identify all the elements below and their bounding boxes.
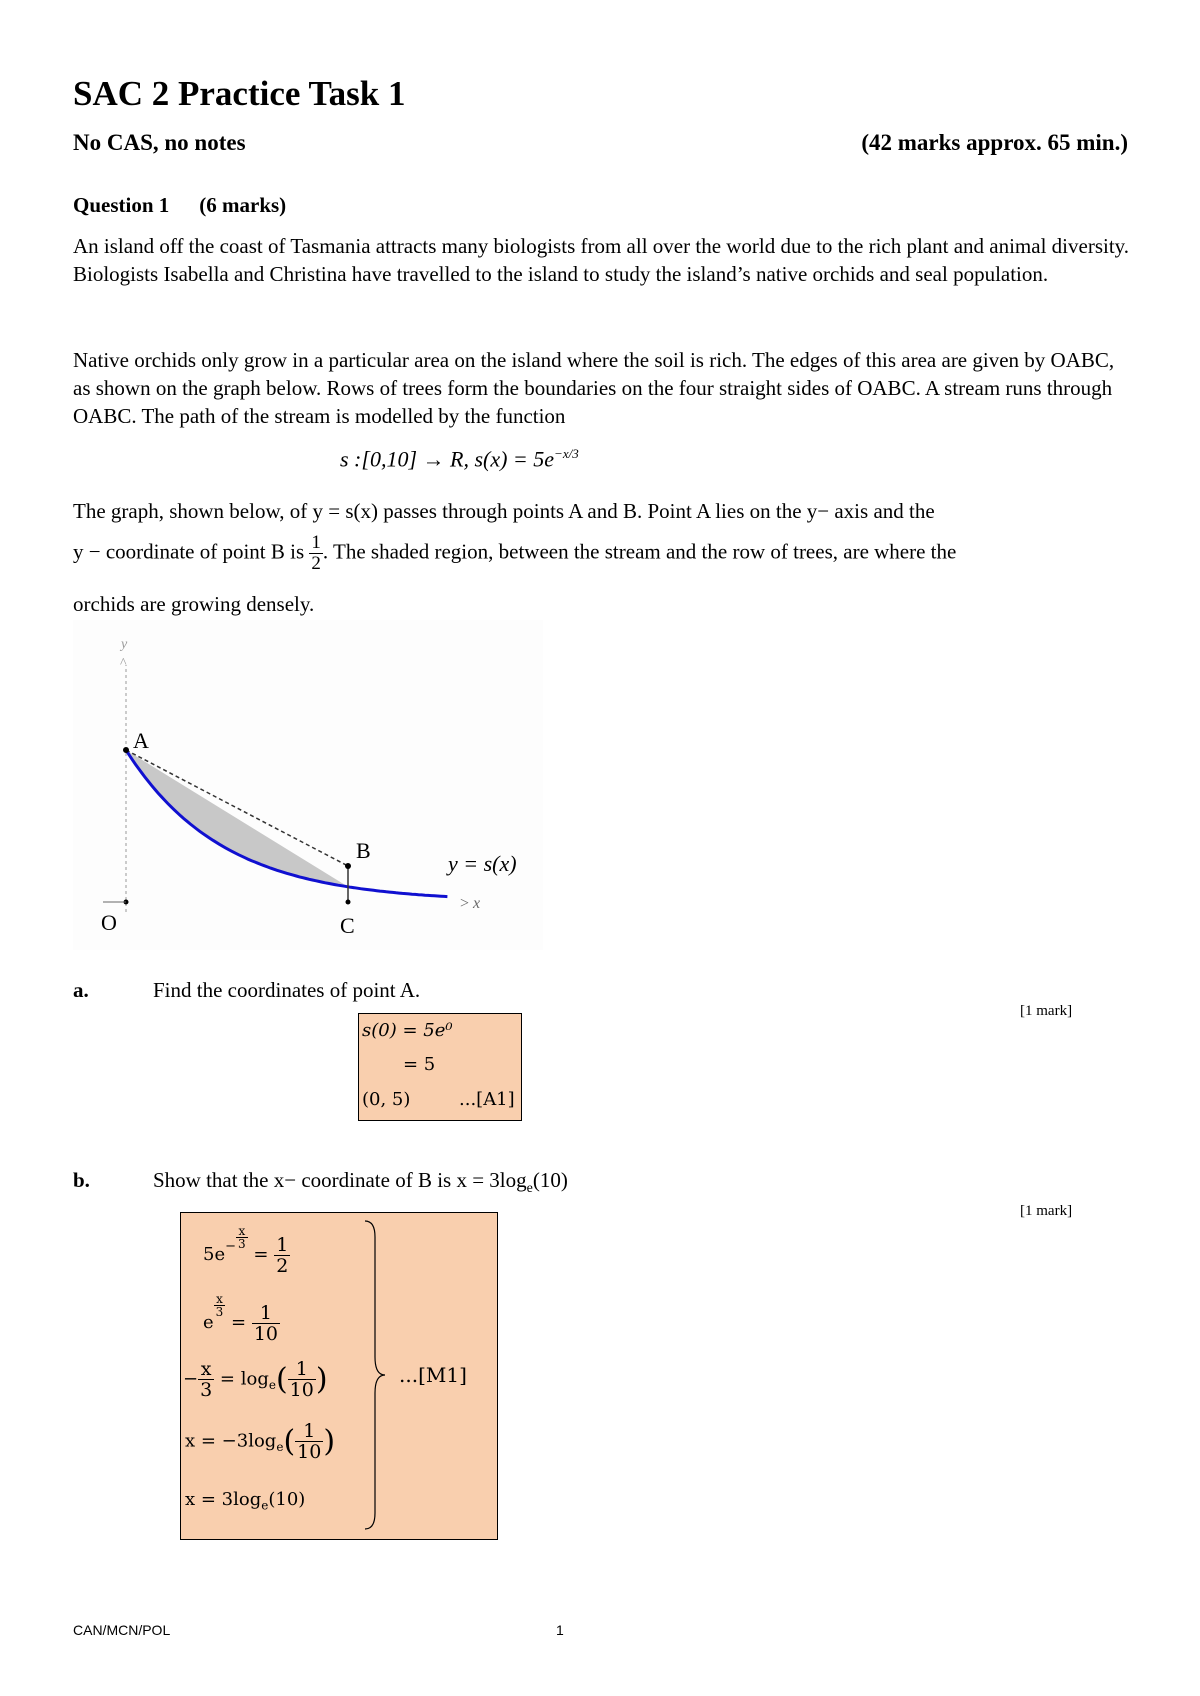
label-C: C [340,913,355,938]
curve-label: y = s(x) [448,851,517,876]
l5-end: (10) [268,1489,306,1510]
function-exponent: −x/3 [554,446,579,461]
graph-text-2b: . The shaded region, between the stream and the row of trees, are where the [322,539,957,564]
l5-text: x = 3log [185,1489,262,1510]
function-text: s :[0,10] → R, s(x) = 5e [340,446,555,472]
l2-frac [252,1303,280,1344]
part-b-text [153,1168,568,1197]
l1-exp [236,1225,248,1250]
answer-a-line-3: (0, 5) [362,1089,411,1110]
answer-b-mark-tag: ...[M1] [399,1363,467,1387]
l2-num: 1 [252,1303,280,1324]
l4-frac [295,1421,323,1462]
answer-b-line-2: e $\frac{x}{3}$ = $\frac{1}{10}$ [203,1292,279,1345]
l3-den: 10 [289,1379,314,1401]
half-fraction [309,533,323,574]
l4-sub: e [276,1440,284,1455]
graph-text-2a: y − coordinate of point B is [73,539,305,564]
l1-exp-den: 3 [238,1237,246,1251]
l2-exp-den: 3 [215,1305,224,1319]
answer-b-line-3: − $\frac{x}{3}$ = $\log_e$( $\frac{1}{10}$ ) [183,1358,328,1401]
page-number: 1 [556,1622,564,1638]
intro-paragraph: An island off the coast of Tasmania attracts many biologists from all over the world due to the rich plant and animal diversity. Biologists Isabella and Christina have travelled to the island to study the island’s native orchids and seal population. [73,234,1130,286]
l2-den: 10 [253,1322,279,1345]
l4-den: 10 [297,1441,322,1463]
l2-exp-num: x [214,1293,226,1306]
question-heading [73,193,286,218]
graph-text-line-2 [73,533,1143,574]
part-a-marks: [1 mark] [1020,1003,1073,1019]
label-A: A [133,728,149,753]
y-axis-arrow: ^ [120,656,127,671]
part-b-label: b. [73,1168,90,1192]
l3-xfrac [198,1359,214,1400]
l1-exp-num: x [236,1225,248,1238]
y-axis-label: y [121,637,128,652]
l3-num: 1 [288,1359,316,1380]
answer-a-tag: ...[A1] [459,1089,515,1110]
part-a-answer-box [358,1013,522,1121]
l4-text: x = −3log [185,1430,277,1452]
answer-a-line-1: s(0) = 5e⁰ [362,1020,453,1041]
l1-frac [274,1235,290,1276]
l2-base: e [203,1312,214,1333]
subtitle: No CAS, no notes [73,130,246,155]
question-label: Question 1 [73,193,170,217]
part-b-text-sub: e [526,1181,533,1197]
point-B-marker [345,863,351,869]
frac-num: 1 [311,532,321,553]
point-A-marker [123,747,129,753]
graph-text-line-3: orchids are growing densely. [73,592,315,616]
l3-sub: e [268,1378,276,1393]
function-definition [340,446,579,472]
x-axis-arrow: > [460,895,470,912]
l3-minus: − [183,1368,199,1390]
l2-exp [214,1293,226,1318]
label-O: O [101,910,117,935]
l3-log: = log [219,1368,269,1390]
graph-text-line-1: The graph, shown below, of y = s(x) passes through points A and B. Point A lies on the y− axis and the [73,499,935,523]
x-axis-label: x [473,895,481,912]
point-C-marker [346,900,351,905]
l1-num: 1 [276,1233,289,1256]
page-title: SAC 2 Practice Task 1 [73,74,406,113]
part-a-label: a. [73,978,89,1002]
answer-b-line-1: 5e− $\frac{x}{3}$ = $\frac{1}{2}$ [203,1224,289,1277]
footer-code: CAN/MCN/POL [73,1622,171,1638]
orchids-paragraph: Native orchids only grow in a particular area on the island where the soil is rich. The edges of this area are given by OABC, as shown on the graph below. Rows of trees form the boundaries on the four straight sides of OABC. A stream runs through OABC. The path of the stream is modelled by the function [73,348,1115,428]
l3-frac [288,1359,316,1400]
l3-xnum: x [198,1359,214,1380]
stream-graph [73,620,543,950]
frac-den: 2 [311,553,321,574]
part-b-answer-box [180,1212,498,1540]
label-B: B [356,838,371,863]
part-b-marks: [1 mark] [1020,1203,1073,1219]
l5-sub: e [261,1498,269,1513]
l1-den: 2 [276,1254,289,1277]
l1-base: 5e [203,1244,226,1265]
total-marks: (42 marks approx. 65 min.) [861,130,1128,155]
answer-b-line-5 [185,1489,305,1513]
answer-b-line-4: $x = -3\log_e$( $\frac{1}{10}$ ) [185,1420,336,1463]
part-b-text-end: (10) [532,1168,568,1192]
l3-xden: 3 [200,1379,213,1401]
part-b-text-main: Show that the x− coordinate of B is x = 3log [153,1168,527,1192]
question-marks: (6 marks) [199,193,287,217]
part-a-text: Find the coordinates of point A. [153,978,421,1002]
brace-path [365,1221,385,1529]
answer-a-line-2: = 5 [403,1054,436,1075]
answer-brace [361,1217,401,1533]
l4-num: 1 [295,1421,323,1442]
